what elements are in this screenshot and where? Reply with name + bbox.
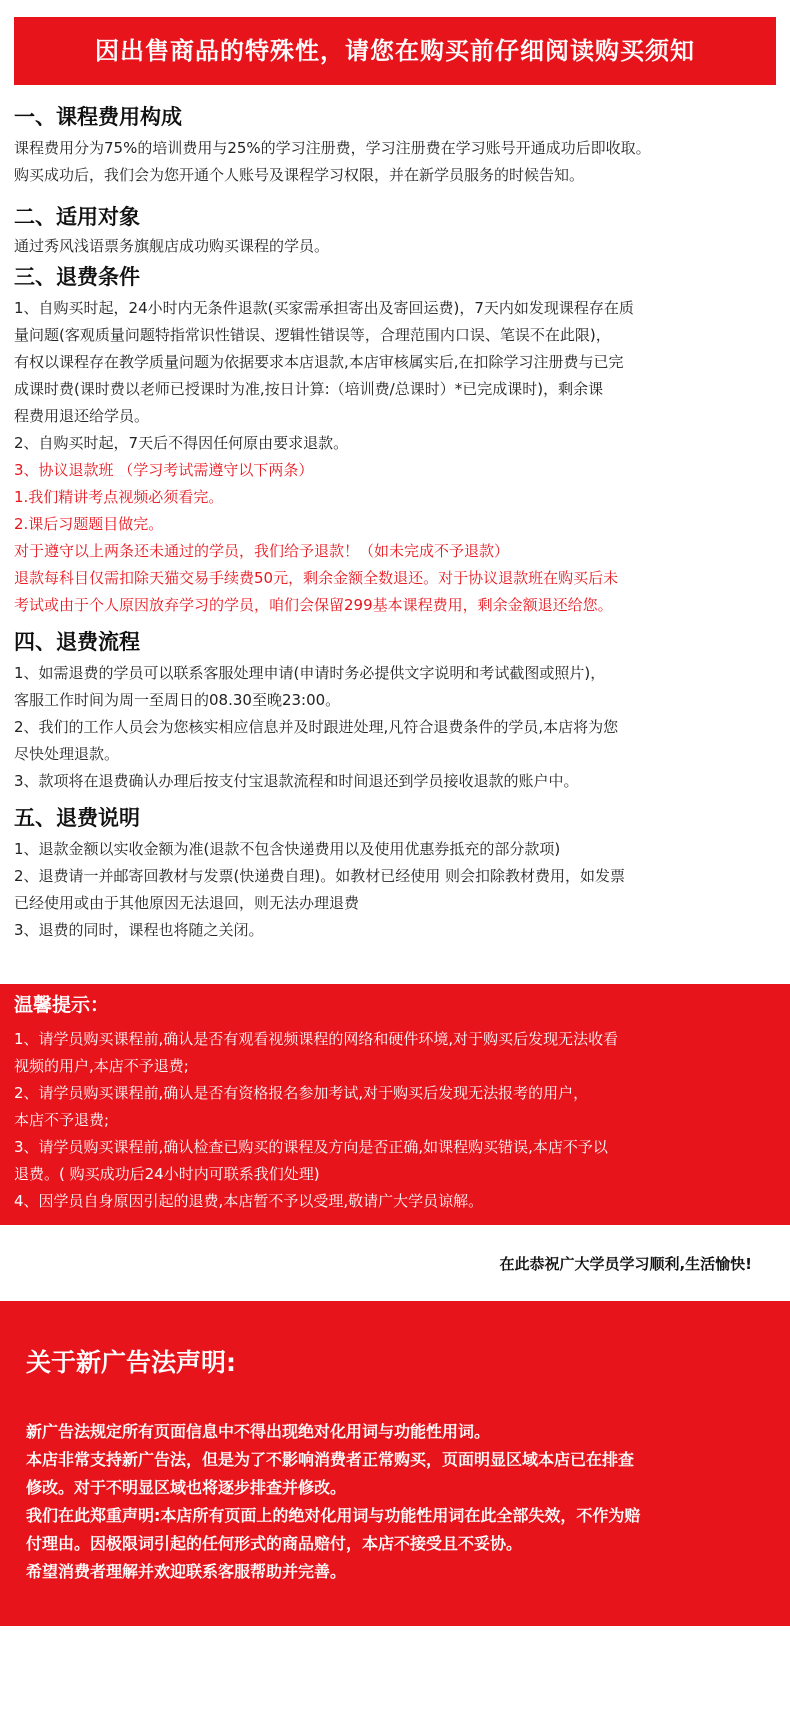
fees-text xyxy=(14,135,776,189)
tips-line: 退费。( 购买成功后24小时内可联系我们处理) xyxy=(14,1165,320,1183)
section-refund-notes xyxy=(14,795,776,944)
red-text-line: 退款每科目仅需扣除天猫交易手续费50元，剩余金额全数退还。对于协议退款班在购买后未 xyxy=(14,569,619,587)
text-line: 2、退费请一并邮寄回教材与发票(快递费自理)。如教材已经使用 则会扣除教材费用，如发票 xyxy=(14,867,626,885)
header xyxy=(0,0,790,85)
section-title-refund-notes: 五、退费说明 xyxy=(14,806,140,830)
blessing-text: 在此恭祝广大学员学习顺利,生活愉快! xyxy=(499,1255,752,1273)
text-line: 2、自购买时起，7天后不得因任何原由要求退款。 xyxy=(14,434,349,452)
section-audience xyxy=(14,189,776,260)
text-line: 3、退费的同时，课程也将随之关闭。 xyxy=(14,921,264,939)
section-title-refund-conditions: 三、退费条件 xyxy=(14,265,140,289)
text-line: 1、自购买时起，24小时内无条件退款(买家需承担寄出及寄回运费)，7天内如发现课程存在质 xyxy=(14,299,634,317)
text-line: 课程费用分为75%的培训费用与25%的学习注册费，学习注册费在学习账号开通成功后即收取。 xyxy=(14,139,651,157)
notice-banner: 因出售商品的特殊性，请您在购买前仔细阅读购买须知 xyxy=(14,17,776,85)
audience-text xyxy=(14,233,776,260)
red-text-line: 1.我们精讲考点视频必须看完。 xyxy=(14,488,224,506)
ad-law-notice-title: 关于新广告法声明: xyxy=(26,1348,236,1377)
main-content xyxy=(0,85,790,944)
text-line: 成课时费(课时费以老师已授课时为准,按日计算:（培训费/总课时）*已完成课时)，剩余课 xyxy=(14,380,604,398)
warm-tips-panel xyxy=(0,984,790,1225)
ad-law-notice-panel xyxy=(0,1301,790,1626)
ad-line: 我们在此郑重声明:本店所有页面上的绝对化用词与功能性用词在此全部失效，不作为赔 xyxy=(26,1506,641,1525)
text-line: 3、款项将在退费确认办理后按支付宝退款流程和时间退还到学员接收退款的账户中。 xyxy=(14,772,579,790)
section-title-refund-process: 四、退费流程 xyxy=(14,630,140,654)
text-line: 有权以课程存在教学质量问题为依据要求本店退款,本店审核属实后,在扣除学习注册费与已完 xyxy=(14,353,624,371)
text-line: 2、我们的工作人员会为您核实相应信息并及时跟进处理,凡符合退费条件的学员,本店将为您 xyxy=(14,718,619,736)
tips-line: 1、请学员购买课程前,确认是否有观看视频课程的网络和硬件环境,对于购买后发现无法收看 xyxy=(14,1030,619,1048)
text-line: 购买成功后，我们会为您开通个人账号及课程学习权限，并在新学员服务的时候告知。 xyxy=(14,166,585,184)
tips-line: 3、请学员购买课程前,确认检查已购买的课程及方向是否正确,如课程购买错误,本店不予以 xyxy=(14,1138,608,1156)
red-text-line: 考试或由于个人原因放弃学习的学员，咱们会保留299基本课程费用，剩余金额退还给您。 xyxy=(14,596,613,614)
red-text-line: 对于遵守以上两条还未通过的学员，我们给予退款！（如未完成不予退款） xyxy=(14,542,510,560)
text-line: 已经使用或由于其他原因无法退回，则无法办理退费 xyxy=(14,894,360,912)
tips-line: 4、因学员自身原因引起的退费,本店暂不予以受理,敬请广大学员谅解。 xyxy=(14,1192,484,1210)
refund-process-text xyxy=(14,660,776,795)
ad-line: 本店非常支持新广告法，但是为了不影响消费者正常购买，页面明显区域本店已在排查 xyxy=(26,1450,635,1469)
tips-line: 本店不予退费; xyxy=(14,1111,110,1129)
ad-line: 修改。对于不明显区域也将逐步排查并修改。 xyxy=(26,1478,347,1497)
text-line: 尽快处理退款。 xyxy=(14,745,120,763)
ad-line: 付理由。因极限词引起的任何形式的商品赔付，本店不接受且不妥协。 xyxy=(26,1534,523,1553)
refund-conditions-text xyxy=(14,295,776,619)
warm-tips-title: 温馨提示： xyxy=(14,994,110,1016)
tips-line: 视频的用户,本店不予退费; xyxy=(14,1057,189,1075)
text-line: 客服工作时间为周一至周日的08.30至晚23:00。 xyxy=(14,691,341,709)
section-refund-process xyxy=(14,619,776,795)
red-text-line: 2.课后习题题目做完。 xyxy=(14,515,164,533)
text-line: 程费用退还给学员。 xyxy=(14,407,150,425)
section-title-fees: 一、课程费用构成 xyxy=(14,105,182,129)
ad-line: 新广告法规定所有页面信息中不得出现绝对化用词与功能性用词。 xyxy=(26,1422,491,1441)
section-title-audience: 二、适用对象 xyxy=(14,205,140,229)
tips-line: 2、请学员购买课程前,确认是否有资格报名参加考试,对于购买后发现无法报考的用户， xyxy=(14,1084,589,1102)
red-text-line: 3、协议退款班 （学习考试需遵守以下两条） xyxy=(14,461,314,479)
section-fees xyxy=(14,85,776,189)
ad-line: 希望消费者理解并欢迎联系客服帮助并完善。 xyxy=(26,1562,347,1581)
refund-notes-text xyxy=(14,836,776,944)
text-line: 1、如需退费的学员可以联系客服处理申请(申请时务必提供文字说明和考试截图或照片)， xyxy=(14,664,606,682)
text-line: 量问题(客观质量问题特指常识性错误、逻辑性错误等，合理范围内口误、笔误不在此限)， xyxy=(14,326,611,344)
section-refund-conditions xyxy=(14,260,776,619)
text-line: 1、退款金额以实收金额为准(退款不包含快递费用以及使用优惠券抵充的部分款项) xyxy=(14,840,561,858)
text-line: 通过秀风浅语票务旗舰店成功购买课程的学员。 xyxy=(14,237,330,255)
